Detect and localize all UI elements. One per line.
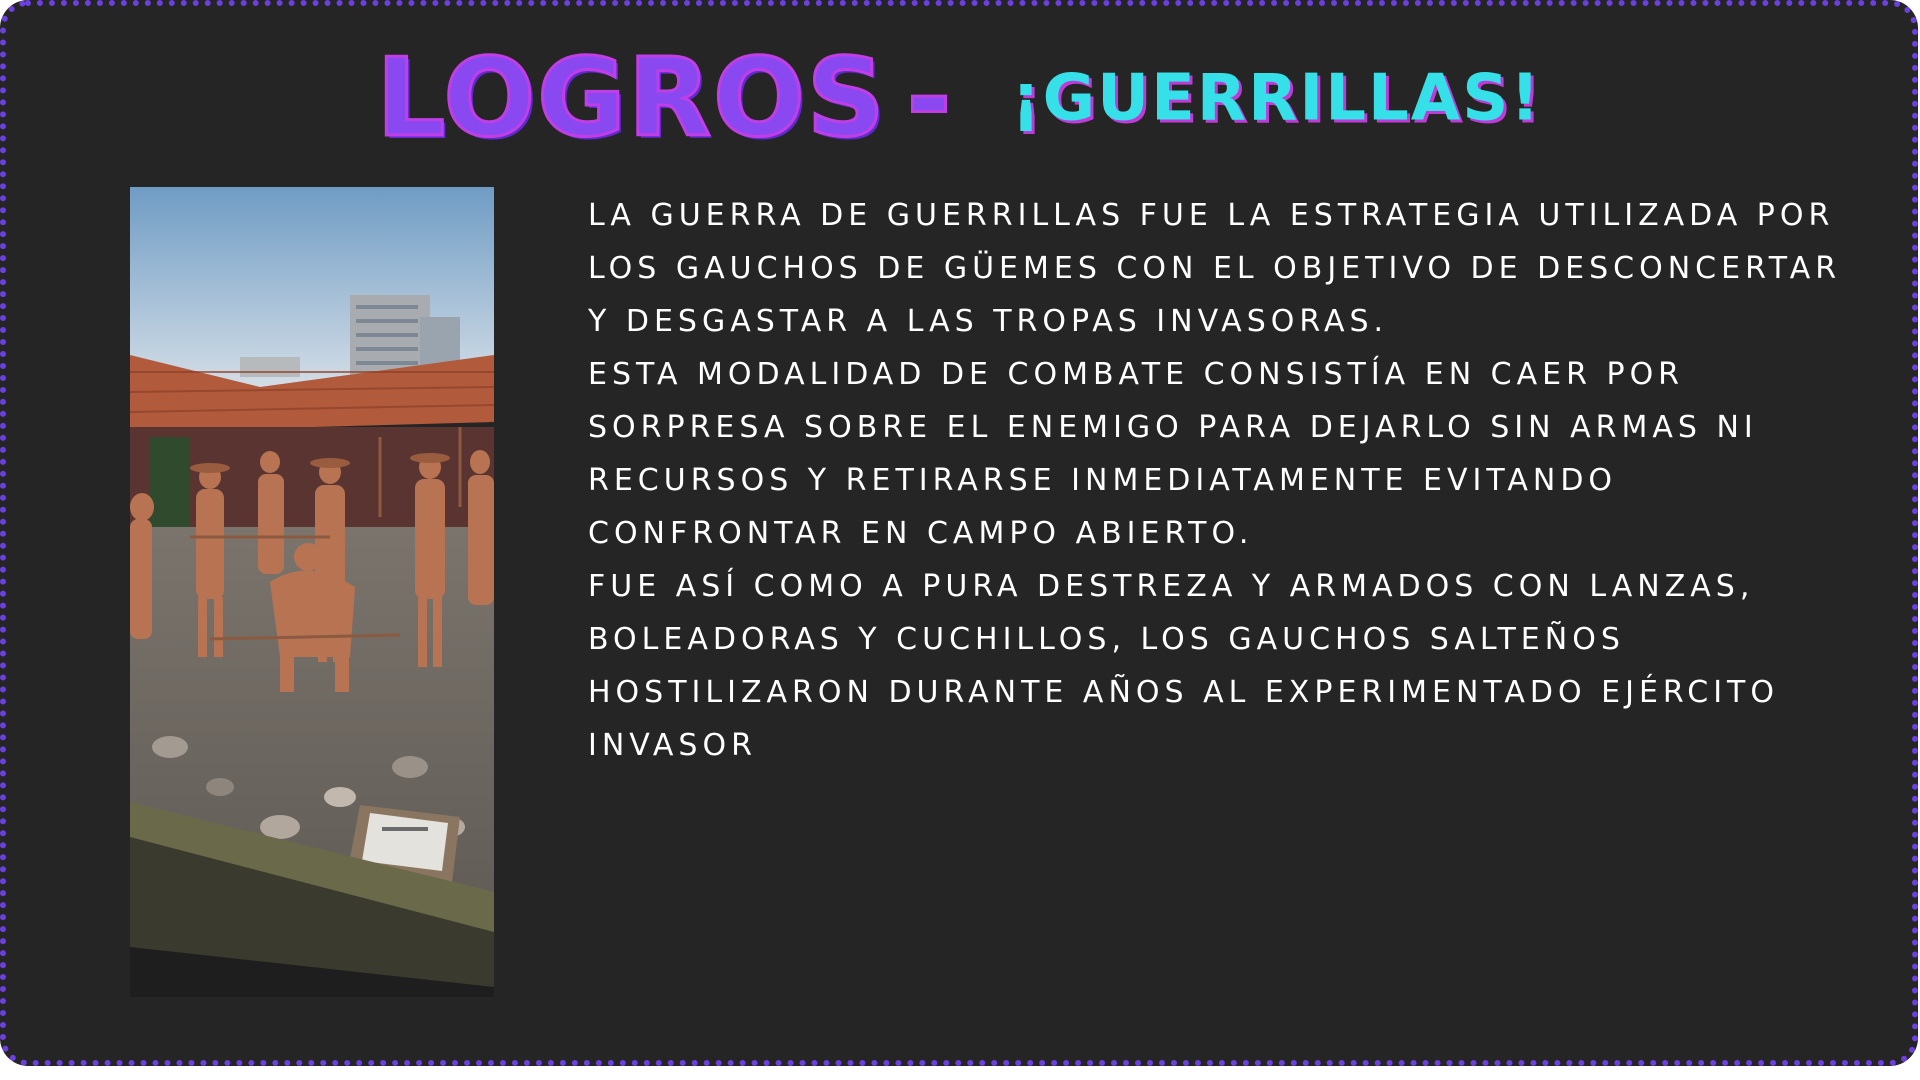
slide-title [6,36,1912,161]
paragraph-2: ESTA MODALIDAD DE COMBATE CONSISTÍA EN CAER POR SORPRESA SOBRE EL ENEMIGO PARA DEJARLO SIN ARMAS NI RECURSOS Y RETIRARSE INMEDIATAMENTE EVITANDO CONFRONTAR EN CAMPO ABIERTO. [588,357,1758,551]
photo-illustration [130,187,494,997]
title-main: LOGROS [376,36,887,161]
title-sub: ¡GUERRILLAS! [1011,61,1542,136]
paragraph-1: LA GUERRA DE GUERRILLAS FUE LA ESTRATEGIA UTILIZADA POR LOS GAUCHOS DE GÜEMES CON EL OBJETIVO DE DESCONCERTAR Y DESGASTAR A LAS TROPAS INVASORAS. [588,198,1842,339]
body-text [588,189,1878,772]
paragraph-3: FUE ASÍ COMO A PURA DESTREZA Y ARMADOS CON LANZAS, BOLEADORAS Y CUCHILLOS, LOS GAUCHOS SALTEÑOS HOSTILIZARON DURANTE AÑOS AL EXPERIMENTADO EJÉRCITO INVASOR [588,569,1779,763]
title-separator: - [906,36,952,161]
guerrilla-statues-photo [130,187,494,997]
